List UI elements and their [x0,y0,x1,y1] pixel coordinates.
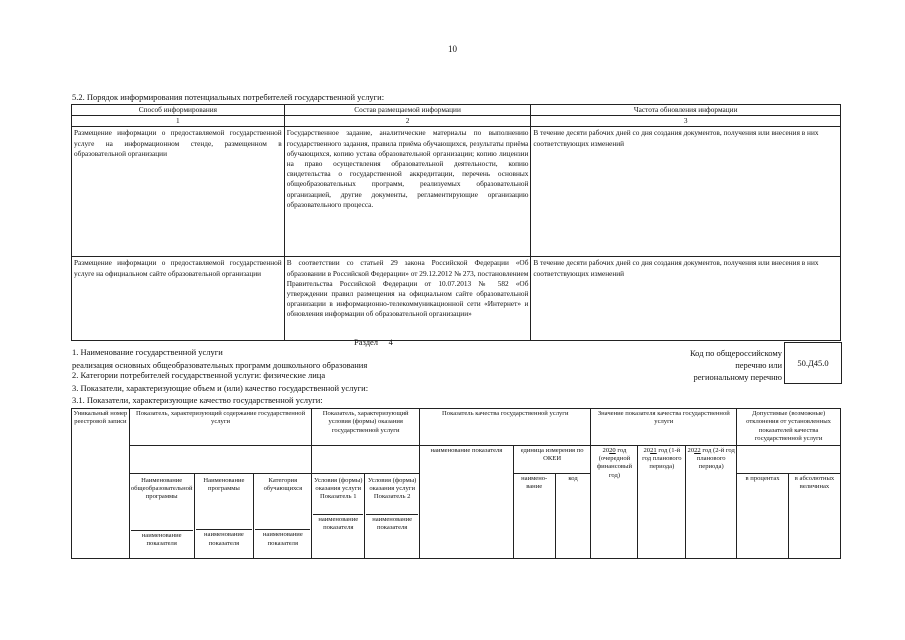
unit-code-header: код [555,473,591,558]
information-table [71,104,841,341]
table-row-2-frequency: В течение десяти рабочих дней со дня создания документов, получения или внесения в них соответствующих изменений [531,257,841,341]
col-cond1-header [312,473,365,558]
col-name-program-label: Наименование программы [203,476,245,493]
header-method: Способ информирования [72,105,285,116]
table-row-1-method: Размещение информации о предоставляемой государственной услуге на информационном стенде, размещенном в образовательной организации [72,127,285,257]
table-row-1-content: Государственное задание, аналитические материалы по выполнению государственного задания, правила приёма обучающихся, результаты приёма обучающихся, копию устава образовательной организации; копию лицензии на право осуществления образовательной деятельности, копию свидетельства о государственной аккредитации, перечень основных общеобразовательных программ, реализуемых образовательной организацией, другие документы, регламентирующие организацию образовательного процесса. [284,127,531,257]
col-category-subname: наименование показателя [255,529,310,548]
unit-name-header: наимено-вание [513,473,555,558]
in-percent-header: в процентах [737,473,789,558]
col-cond2-label: Условия (формы) оказания услуги Показатель 2 [367,476,417,501]
deviations-header: Допустимые (возможные) отклонения от установленных показателей качества государственной услуги [737,409,841,446]
table-row-2-content: В соответствии со статьей 29 закона Российской Федерации «Об образовании в Российской Федерации» от 29.12.2012 № 273, постановлением Правительства Российской Федерации от 10.07.2013 № 582 «Об утверждении правил размещения на официальном сайте образовательной организации в информационно-телекоммуникационной сети «Интернет» и обновления информации об образовательной организации» [284,257,531,341]
col-category-label: Категория обучающихся [263,476,303,493]
year1-suffix: год (очередной финансовый год) [596,446,632,479]
okei-label-line2: перечню или [735,360,782,370]
header-content: Состав размещаемой информации [284,105,531,116]
quality-values-header: Значение показателя качества государственной услуги [591,409,737,446]
in-absolute-header: в абсолютных величинах [789,473,841,558]
okei-code-box: 50.Д45.0 [784,342,842,384]
year2-prefix: 20 [643,446,651,454]
content-spacer [129,445,311,473]
col-cond2-subname: наименование показателя [366,514,418,533]
year1-prefix: 20 [602,446,610,454]
table-row-2-method: Размещение информации о предоставляемой государственной услуге на официальном сайте образовательной организации [72,257,285,341]
service-name-value: реализация основных общеобразовательных программ дошкольного образования [72,360,368,370]
col-program-header [129,473,194,558]
section-5-2-title: 5.2. Порядок информирования потенциальных потребителей государственной услуги: [72,92,385,102]
okei-label [660,347,782,383]
page-number: 10 [448,44,457,54]
indicator-name-header: наименование показателя [420,445,514,558]
col-number-1: 1 [72,116,285,127]
year2-suffix: год (1-й год планового периода) [642,446,682,471]
col-program-subname: наименование показателя [131,530,193,549]
quality-indicators-table [71,408,841,559]
conditions-spacer [312,445,420,473]
quality-line: 3.1. Показатели, характеризующие качество государственной услуги: [72,395,323,405]
indicators-line: 3. Показатели, характеризующие объем и (или) качество государственной услуги: [72,383,369,393]
table-row-1-frequency: В течение десяти рабочих дней со дня создания документов, получения или внесения в них соответствующих изменений [531,127,841,257]
col-cond1-label: Условия (формы) оказания услуги Показатель 1 [314,476,363,501]
deviations-spacer [737,445,841,473]
year3-header [686,445,737,558]
year3-suffix: год (2-й год планового периода) [696,446,735,471]
consumers-line: 2. Категории потребителей государственной услуги: физические лица [72,370,326,380]
unit-header: единица измерения по ОКЕИ [513,445,591,473]
okei-label-line1: Код по общероссийскому [689,348,782,358]
year2-num: 21 [650,446,657,454]
year3-num: 22 [694,446,701,454]
okei-label-line3: региональному перечню [693,372,782,382]
col-cond1-subname: наименование показателя [313,514,363,533]
year1-num: 20 [609,446,616,454]
service-name-label: 1. Наименование государственной услуги [72,347,223,357]
col-number-3: 3 [531,116,841,127]
year3-prefix: 20 [687,446,695,454]
content-indicator-header: Показатель, характеризующий содержание государственной услуги [129,409,311,446]
col-program-label: Наименование общеобразовательной программы [130,476,193,501]
year1-header [591,445,638,558]
col-category-header [254,473,312,558]
header-frequency: Частота обновления информации [531,105,841,116]
col-name-program-subname: наименование показателя [196,529,253,548]
razdel-heading [354,337,393,347]
col-name-program-header [194,473,254,558]
razdel-label: Раздел [354,337,379,347]
conditions-indicator-header: Показатель, характеризующий условия (формы) оказания государственной услуги [312,409,420,446]
col-number-2: 2 [284,116,531,127]
year2-header [638,445,686,558]
unique-number-header: Уникальный номер реестровой записи [72,409,130,559]
razdel-number: 4 [388,337,393,347]
quality-indicator-header: Показатель качества государственной услуги [420,409,591,446]
col-cond2-header [365,473,420,558]
